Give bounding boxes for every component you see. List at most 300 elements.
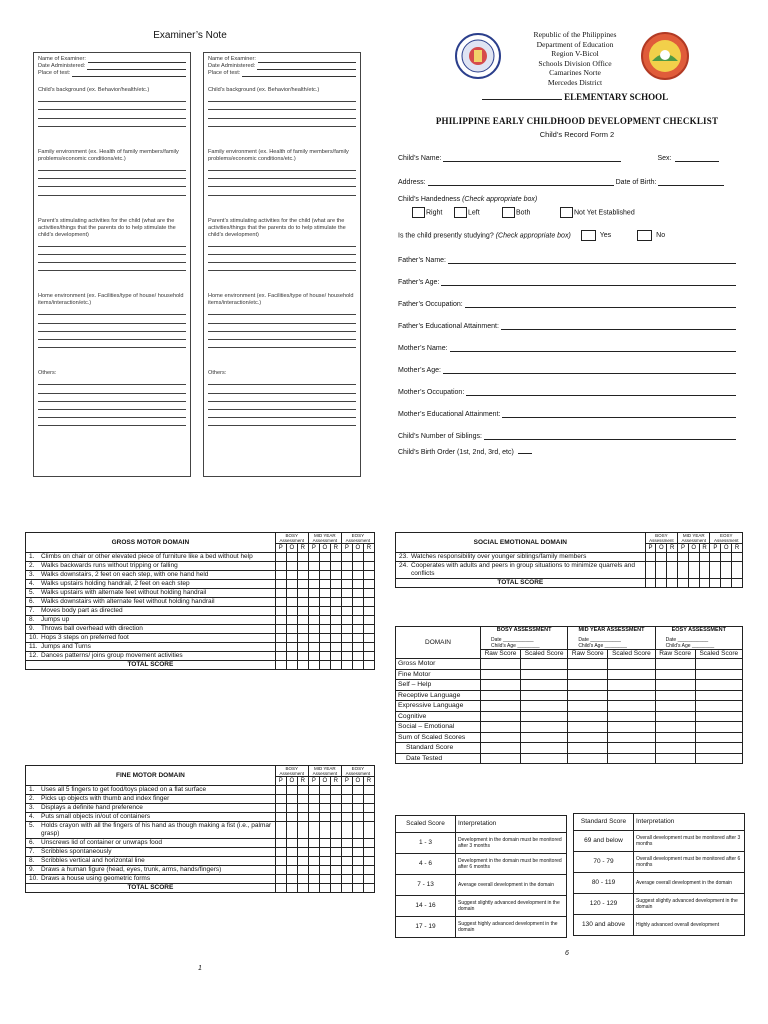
score-cell[interactable] [667, 553, 678, 562]
score-cell[interactable] [319, 875, 330, 884]
score-cell[interactable] [330, 875, 341, 884]
score-cell[interactable] [363, 652, 374, 661]
score-cell[interactable] [656, 553, 667, 562]
score-cell[interactable] [363, 866, 374, 875]
examiner-writing-line[interactable] [38, 377, 186, 385]
score-cell[interactable] [667, 562, 678, 579]
summary-cell[interactable] [520, 690, 567, 701]
total-cell[interactable] [667, 579, 678, 588]
score-cell[interactable] [352, 839, 363, 848]
examiner-writing-line[interactable] [208, 385, 356, 393]
score-cell[interactable] [352, 616, 363, 625]
score-cell[interactable] [275, 786, 286, 795]
examiner-writing-line[interactable] [208, 377, 356, 385]
score-cell[interactable] [319, 804, 330, 813]
total-cell[interactable] [721, 579, 732, 588]
summary-cell[interactable] [608, 722, 655, 733]
summary-cell[interactable] [655, 680, 695, 691]
score-cell[interactable] [352, 786, 363, 795]
examiner-writing-line[interactable] [38, 410, 186, 418]
score-cell[interactable] [275, 795, 286, 804]
score-cell[interactable] [308, 822, 319, 839]
score-cell[interactable] [286, 616, 297, 625]
summary-cell[interactable] [695, 711, 742, 722]
score-cell[interactable] [341, 553, 352, 562]
examiner-writing-line[interactable] [38, 119, 186, 127]
examiner-writing-line[interactable] [208, 402, 356, 410]
summary-cell[interactable] [655, 722, 695, 733]
examiner-writing-line[interactable] [208, 179, 356, 187]
parent-field-input[interactable] [450, 343, 736, 352]
score-cell[interactable] [341, 643, 352, 652]
summary-cell[interactable] [695, 701, 742, 712]
examiner-writing-line[interactable] [38, 171, 186, 179]
score-cell[interactable] [352, 580, 363, 589]
birth-order-field[interactable] [518, 453, 532, 454]
score-cell[interactable] [308, 875, 319, 884]
parent-field-input[interactable] [466, 387, 736, 396]
examiner-writing-line[interactable] [208, 315, 356, 323]
score-cell[interactable] [330, 866, 341, 875]
score-cell[interactable] [699, 562, 710, 579]
examiner-field-input[interactable] [242, 70, 356, 77]
score-cell[interactable] [341, 848, 352, 857]
score-cell[interactable] [319, 839, 330, 848]
score-cell[interactable] [319, 786, 330, 795]
score-cell[interactable] [319, 652, 330, 661]
score-cell[interactable] [297, 813, 308, 822]
score-cell[interactable] [352, 589, 363, 598]
score-cell[interactable] [297, 848, 308, 857]
score-cell[interactable] [363, 562, 374, 571]
examiner-writing-line[interactable] [208, 307, 356, 315]
score-cell[interactable] [341, 804, 352, 813]
checkbox[interactable] [412, 207, 425, 218]
examiner-writing-line[interactable] [208, 263, 356, 271]
score-cell[interactable] [363, 598, 374, 607]
total-cell[interactable] [688, 579, 699, 588]
summary-cell[interactable] [655, 669, 695, 680]
score-cell[interactable] [341, 589, 352, 598]
summary-cell[interactable] [520, 659, 567, 670]
total-cell[interactable] [352, 884, 363, 893]
summary-cell[interactable] [695, 659, 742, 670]
summary-cell[interactable] [695, 732, 742, 743]
summary-cell[interactable] [655, 743, 695, 754]
examiner-writing-line[interactable] [208, 340, 356, 348]
score-cell[interactable] [319, 562, 330, 571]
score-cell[interactable] [363, 634, 374, 643]
total-cell[interactable] [341, 661, 352, 670]
examiner-writing-line[interactable] [38, 385, 186, 393]
score-cell[interactable] [330, 589, 341, 598]
score-cell[interactable] [275, 607, 286, 616]
score-cell[interactable] [710, 553, 721, 562]
score-cell[interactable] [308, 616, 319, 625]
score-cell[interactable] [319, 822, 330, 839]
parent-field-input[interactable] [465, 299, 736, 308]
examiner-writing-line[interactable] [38, 110, 186, 118]
summary-cell[interactable] [520, 701, 567, 712]
total-cell[interactable] [308, 884, 319, 893]
total-cell[interactable] [732, 579, 743, 588]
score-cell[interactable] [297, 589, 308, 598]
score-cell[interactable] [330, 813, 341, 822]
score-cell[interactable] [352, 571, 363, 580]
score-cell[interactable] [308, 562, 319, 571]
score-cell[interactable] [352, 848, 363, 857]
score-cell[interactable] [330, 795, 341, 804]
score-cell[interactable] [308, 553, 319, 562]
summary-cell[interactable] [520, 711, 567, 722]
total-cell[interactable] [297, 884, 308, 893]
score-cell[interactable] [363, 786, 374, 795]
score-cell[interactable] [352, 652, 363, 661]
handedness-option[interactable] [560, 207, 660, 218]
score-cell[interactable] [319, 813, 330, 822]
total-cell[interactable] [656, 579, 667, 588]
score-cell[interactable] [330, 786, 341, 795]
examiner-writing-line[interactable] [208, 239, 356, 247]
score-cell[interactable] [645, 553, 656, 562]
examiner-writing-line[interactable] [38, 307, 186, 315]
score-cell[interactable] [308, 839, 319, 848]
score-cell[interactable] [330, 607, 341, 616]
score-cell[interactable] [297, 795, 308, 804]
examiner-writing-line[interactable] [208, 119, 356, 127]
score-cell[interactable] [286, 875, 297, 884]
score-cell[interactable] [297, 652, 308, 661]
checkbox[interactable] [454, 207, 467, 218]
score-cell[interactable] [363, 643, 374, 652]
checkbox[interactable] [581, 230, 596, 241]
examiner-writing-line[interactable] [38, 324, 186, 332]
score-cell[interactable] [308, 625, 319, 634]
score-cell[interactable] [286, 553, 297, 562]
summary-cell[interactable] [568, 680, 608, 691]
total-cell[interactable] [275, 661, 286, 670]
score-cell[interactable] [363, 607, 374, 616]
score-cell[interactable] [363, 625, 374, 634]
score-cell[interactable] [308, 786, 319, 795]
parent-field-input[interactable] [501, 321, 736, 330]
total-cell[interactable] [330, 661, 341, 670]
score-cell[interactable] [275, 848, 286, 857]
score-cell[interactable] [297, 857, 308, 866]
score-cell[interactable] [678, 553, 689, 562]
score-cell[interactable] [645, 562, 656, 579]
score-cell[interactable] [275, 625, 286, 634]
examiner-field-input[interactable] [257, 63, 356, 70]
handedness-option[interactable] [502, 207, 560, 218]
examiner-writing-line[interactable] [38, 187, 186, 195]
score-cell[interactable] [341, 571, 352, 580]
score-cell[interactable] [275, 813, 286, 822]
summary-cell[interactable] [695, 680, 742, 691]
score-cell[interactable] [297, 643, 308, 652]
summary-cell[interactable] [481, 701, 521, 712]
score-cell[interactable] [330, 822, 341, 839]
score-cell[interactable] [286, 589, 297, 598]
total-cell[interactable] [319, 661, 330, 670]
score-cell[interactable] [352, 875, 363, 884]
score-cell[interactable] [286, 571, 297, 580]
summary-cell[interactable] [608, 659, 655, 670]
score-cell[interactable] [319, 598, 330, 607]
score-cell[interactable] [341, 786, 352, 795]
score-cell[interactable] [275, 571, 286, 580]
summary-cell[interactable] [608, 743, 655, 754]
examiner-field-input[interactable] [87, 63, 186, 70]
score-cell[interactable] [286, 562, 297, 571]
score-cell[interactable] [286, 580, 297, 589]
score-cell[interactable] [341, 875, 352, 884]
score-cell[interactable] [297, 598, 308, 607]
address-field[interactable] [428, 177, 614, 186]
summary-cell[interactable] [520, 669, 567, 680]
score-cell[interactable] [286, 625, 297, 634]
score-cell[interactable] [286, 813, 297, 822]
score-cell[interactable] [330, 839, 341, 848]
summary-cell[interactable] [520, 743, 567, 754]
score-cell[interactable] [297, 634, 308, 643]
score-cell[interactable] [341, 813, 352, 822]
summary-cell[interactable] [481, 669, 521, 680]
summary-cell[interactable] [655, 732, 695, 743]
score-cell[interactable] [656, 562, 667, 579]
score-cell[interactable] [319, 589, 330, 598]
score-cell[interactable] [308, 589, 319, 598]
summary-cell[interactable] [655, 659, 695, 670]
score-cell[interactable] [341, 795, 352, 804]
score-cell[interactable] [678, 562, 689, 579]
score-cell[interactable] [286, 822, 297, 839]
summary-cell[interactable] [568, 690, 608, 701]
examiner-writing-line[interactable] [38, 247, 186, 255]
total-cell[interactable] [286, 884, 297, 893]
parent-field-input[interactable] [448, 255, 736, 264]
examiner-field-input[interactable] [72, 70, 186, 77]
score-cell[interactable] [286, 804, 297, 813]
studying-option[interactable] [581, 230, 611, 241]
score-cell[interactable] [297, 866, 308, 875]
score-cell[interactable] [286, 652, 297, 661]
score-cell[interactable] [341, 562, 352, 571]
summary-cell[interactable] [608, 669, 655, 680]
examiner-writing-line[interactable] [208, 410, 356, 418]
summary-cell[interactable] [568, 669, 608, 680]
summary-cell[interactable] [695, 753, 742, 764]
summary-cell[interactable] [481, 659, 521, 670]
summary-cell[interactable] [608, 690, 655, 701]
score-cell[interactable] [363, 822, 374, 839]
summary-cell[interactable] [481, 732, 521, 743]
summary-cell[interactable] [695, 722, 742, 733]
total-cell[interactable] [699, 579, 710, 588]
dob-field[interactable] [658, 177, 724, 186]
summary-cell[interactable] [568, 722, 608, 733]
summary-cell[interactable] [608, 701, 655, 712]
total-cell[interactable] [341, 884, 352, 893]
total-cell[interactable] [297, 661, 308, 670]
score-cell[interactable] [721, 553, 732, 562]
score-cell[interactable] [330, 562, 341, 571]
score-cell[interactable] [341, 607, 352, 616]
score-cell[interactable] [363, 839, 374, 848]
examiner-writing-line[interactable] [208, 110, 356, 118]
total-cell[interactable] [286, 661, 297, 670]
summary-cell[interactable] [481, 753, 521, 764]
score-cell[interactable] [352, 562, 363, 571]
score-cell[interactable] [308, 607, 319, 616]
score-cell[interactable] [297, 562, 308, 571]
score-cell[interactable] [275, 822, 286, 839]
score-cell[interactable] [319, 616, 330, 625]
score-cell[interactable] [319, 625, 330, 634]
score-cell[interactable] [286, 857, 297, 866]
score-cell[interactable] [363, 804, 374, 813]
score-cell[interactable] [308, 580, 319, 589]
summary-cell[interactable] [520, 680, 567, 691]
score-cell[interactable] [286, 848, 297, 857]
score-cell[interactable] [363, 857, 374, 866]
checkbox[interactable] [502, 207, 515, 218]
parent-field-input[interactable] [502, 409, 736, 418]
score-cell[interactable] [275, 857, 286, 866]
parent-field-input[interactable] [443, 365, 736, 374]
total-cell[interactable] [678, 579, 689, 588]
score-cell[interactable] [330, 616, 341, 625]
examiner-writing-line[interactable] [208, 255, 356, 263]
score-cell[interactable] [721, 562, 732, 579]
score-cell[interactable] [286, 866, 297, 875]
total-cell[interactable] [363, 661, 374, 670]
checkbox[interactable] [560, 207, 573, 218]
score-cell[interactable] [352, 643, 363, 652]
summary-cell[interactable] [608, 680, 655, 691]
score-cell[interactable] [297, 822, 308, 839]
handedness-option[interactable] [454, 207, 502, 218]
score-cell[interactable] [330, 580, 341, 589]
examiner-writing-line[interactable] [208, 102, 356, 110]
examiner-field-input[interactable] [258, 56, 356, 63]
examiner-writing-line[interactable] [38, 239, 186, 247]
score-cell[interactable] [330, 857, 341, 866]
total-cell[interactable] [363, 884, 374, 893]
score-cell[interactable] [275, 589, 286, 598]
score-cell[interactable] [308, 804, 319, 813]
score-cell[interactable] [319, 607, 330, 616]
score-cell[interactable] [363, 589, 374, 598]
summary-cell[interactable] [655, 711, 695, 722]
total-cell[interactable] [308, 661, 319, 670]
summary-cell[interactable] [520, 732, 567, 743]
score-cell[interactable] [341, 866, 352, 875]
score-cell[interactable] [341, 822, 352, 839]
score-cell[interactable] [341, 857, 352, 866]
score-cell[interactable] [308, 857, 319, 866]
score-cell[interactable] [363, 813, 374, 822]
summary-cell[interactable] [520, 722, 567, 733]
score-cell[interactable] [341, 580, 352, 589]
summary-cell[interactable] [608, 732, 655, 743]
score-cell[interactable] [688, 562, 699, 579]
score-cell[interactable] [308, 634, 319, 643]
score-cell[interactable] [275, 643, 286, 652]
score-cell[interactable] [352, 822, 363, 839]
summary-cell[interactable] [481, 743, 521, 754]
examiner-writing-line[interactable] [38, 102, 186, 110]
examiner-field-input[interactable] [88, 56, 186, 63]
score-cell[interactable] [319, 634, 330, 643]
examiner-writing-line[interactable] [38, 402, 186, 410]
score-cell[interactable] [308, 598, 319, 607]
parent-field-input[interactable] [441, 277, 736, 286]
examiner-writing-line[interactable] [208, 163, 356, 171]
summary-cell[interactable] [568, 753, 608, 764]
score-cell[interactable] [275, 616, 286, 625]
child-name-field[interactable] [443, 153, 621, 162]
score-cell[interactable] [330, 571, 341, 580]
score-cell[interactable] [363, 580, 374, 589]
score-cell[interactable] [275, 580, 286, 589]
examiner-writing-line[interactable] [38, 394, 186, 402]
score-cell[interactable] [275, 875, 286, 884]
summary-cell[interactable] [568, 711, 608, 722]
score-cell[interactable] [363, 571, 374, 580]
score-cell[interactable] [297, 571, 308, 580]
score-cell[interactable] [319, 857, 330, 866]
score-cell[interactable] [297, 875, 308, 884]
score-cell[interactable] [286, 643, 297, 652]
examiner-writing-line[interactable] [208, 332, 356, 340]
score-cell[interactable] [330, 634, 341, 643]
summary-cell[interactable] [568, 659, 608, 670]
score-cell[interactable] [297, 580, 308, 589]
examiner-writing-line[interactable] [208, 187, 356, 195]
score-cell[interactable] [297, 616, 308, 625]
examiner-writing-line[interactable] [208, 418, 356, 426]
score-cell[interactable] [710, 562, 721, 579]
score-cell[interactable] [330, 652, 341, 661]
score-cell[interactable] [286, 839, 297, 848]
score-cell[interactable] [330, 804, 341, 813]
summary-cell[interactable] [695, 690, 742, 701]
score-cell[interactable] [319, 795, 330, 804]
summary-cell[interactable] [655, 701, 695, 712]
score-cell[interactable] [363, 875, 374, 884]
score-cell[interactable] [286, 598, 297, 607]
score-cell[interactable] [341, 839, 352, 848]
score-cell[interactable] [275, 652, 286, 661]
score-cell[interactable] [352, 857, 363, 866]
score-cell[interactable] [319, 553, 330, 562]
score-cell[interactable] [319, 580, 330, 589]
studying-option[interactable] [637, 230, 665, 241]
score-cell[interactable] [341, 634, 352, 643]
checkbox[interactable] [637, 230, 652, 241]
score-cell[interactable] [286, 634, 297, 643]
examiner-writing-line[interactable] [38, 340, 186, 348]
summary-cell[interactable] [695, 743, 742, 754]
score-cell[interactable] [352, 607, 363, 616]
score-cell[interactable] [732, 562, 743, 579]
summary-cell[interactable] [695, 669, 742, 680]
score-cell[interactable] [297, 786, 308, 795]
score-cell[interactable] [352, 795, 363, 804]
score-cell[interactable] [308, 866, 319, 875]
score-cell[interactable] [732, 553, 743, 562]
